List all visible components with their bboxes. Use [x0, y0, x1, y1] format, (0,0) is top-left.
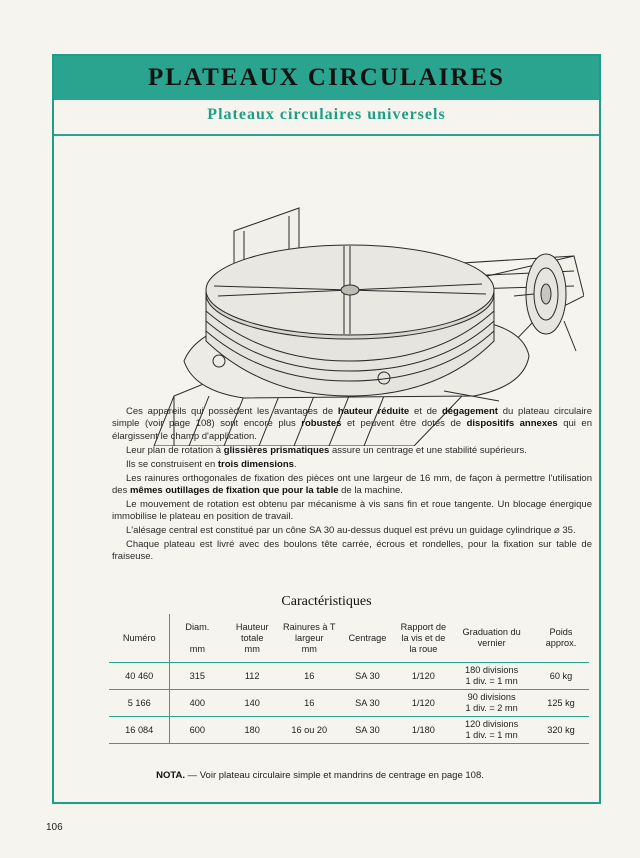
header-centrage: Centrage [348, 632, 387, 643]
header-poids: Poids approx. [545, 627, 577, 648]
paragraph-dimensions: Ils se construisent en trois dimensions. [126, 458, 297, 470]
paragraph-advantages: Ces appareils qui possèdent les avantages de hauteur réduite et de dégagement du plateau circulaire simple (voir page 108) sont encore plus robustes et peuvent être dotés de dispositifs annexes qui en élargissent le champ d'application. [112, 406, 592, 442]
page-number: 106 [46, 822, 63, 833]
table-row: 16 084 600 180 16 ou 20 SA 30 1/180 120 divisions 1 div. = 1 mn 320 kg [109, 717, 589, 744]
header-graduation: Graduation du vernier [462, 627, 521, 648]
specs-title: Caractéristiques [281, 594, 372, 609]
nota-note: NOTA. — Voir plateau circulaire simple et mandrins de centrage en page 108. [156, 770, 484, 781]
rotary-table-illustration [114, 146, 584, 446]
header-diam: Diam. mm [170, 614, 224, 663]
table-row: 5 166 400 140 16 SA 30 1/120 90 divisions 1 div. = 2 mn 125 kg [109, 690, 589, 717]
header-rapport: Rapport de la vis et de la roue [400, 621, 447, 654]
paragraph-rotation-mechanism: Le mouvement de rotation est obtenu par mécanisme à vis sans fin et roue tangente. Un blocage énergique immobilise le plateau en position de travail. [112, 498, 592, 523]
table-header-row [109, 614, 589, 663]
page-frame [52, 54, 601, 804]
subtitle-rule [54, 134, 599, 136]
paragraph-bore: L'alésage central est constitué par un cône SA 30 au-dessus duquel est prévu un guidage cylindrique ⌀ 35. [126, 525, 576, 537]
description-text [112, 406, 592, 565]
page-subtitle: Plateaux circulaires universels [207, 106, 446, 123]
paragraph-grooves: Les rainures orthogonales de fixation des pièces ont une largeur de 16 mm, de façon à permettre l'utilisation des mêmes outillages de fixation que pour la table de la machine. [112, 472, 592, 496]
specs-table [109, 614, 589, 744]
title-band [54, 56, 599, 100]
paragraph-delivery: Chaque plateau est livré avec des boulons tête carrée, écrous et rondelles, pour la fixation sur table de fraiseuse. [112, 539, 592, 563]
header-numero: Numéro [122, 632, 156, 643]
header-rainures: Rainures à T largeur mm [283, 621, 336, 654]
header-hauteur: Hauteur totale mm [235, 621, 269, 654]
paragraph-rotation-plane: Leur plan de rotation à glissières prismatiques assure un centrage et une stabilité supérieurs. [126, 444, 527, 456]
page-title: PLATEAUX CIRCULAIRES [148, 64, 505, 91]
table-row: 40 460 315 112 16 SA 30 1/120 180 divisions 1 div. = 1 mn 60 kg [109, 663, 589, 690]
